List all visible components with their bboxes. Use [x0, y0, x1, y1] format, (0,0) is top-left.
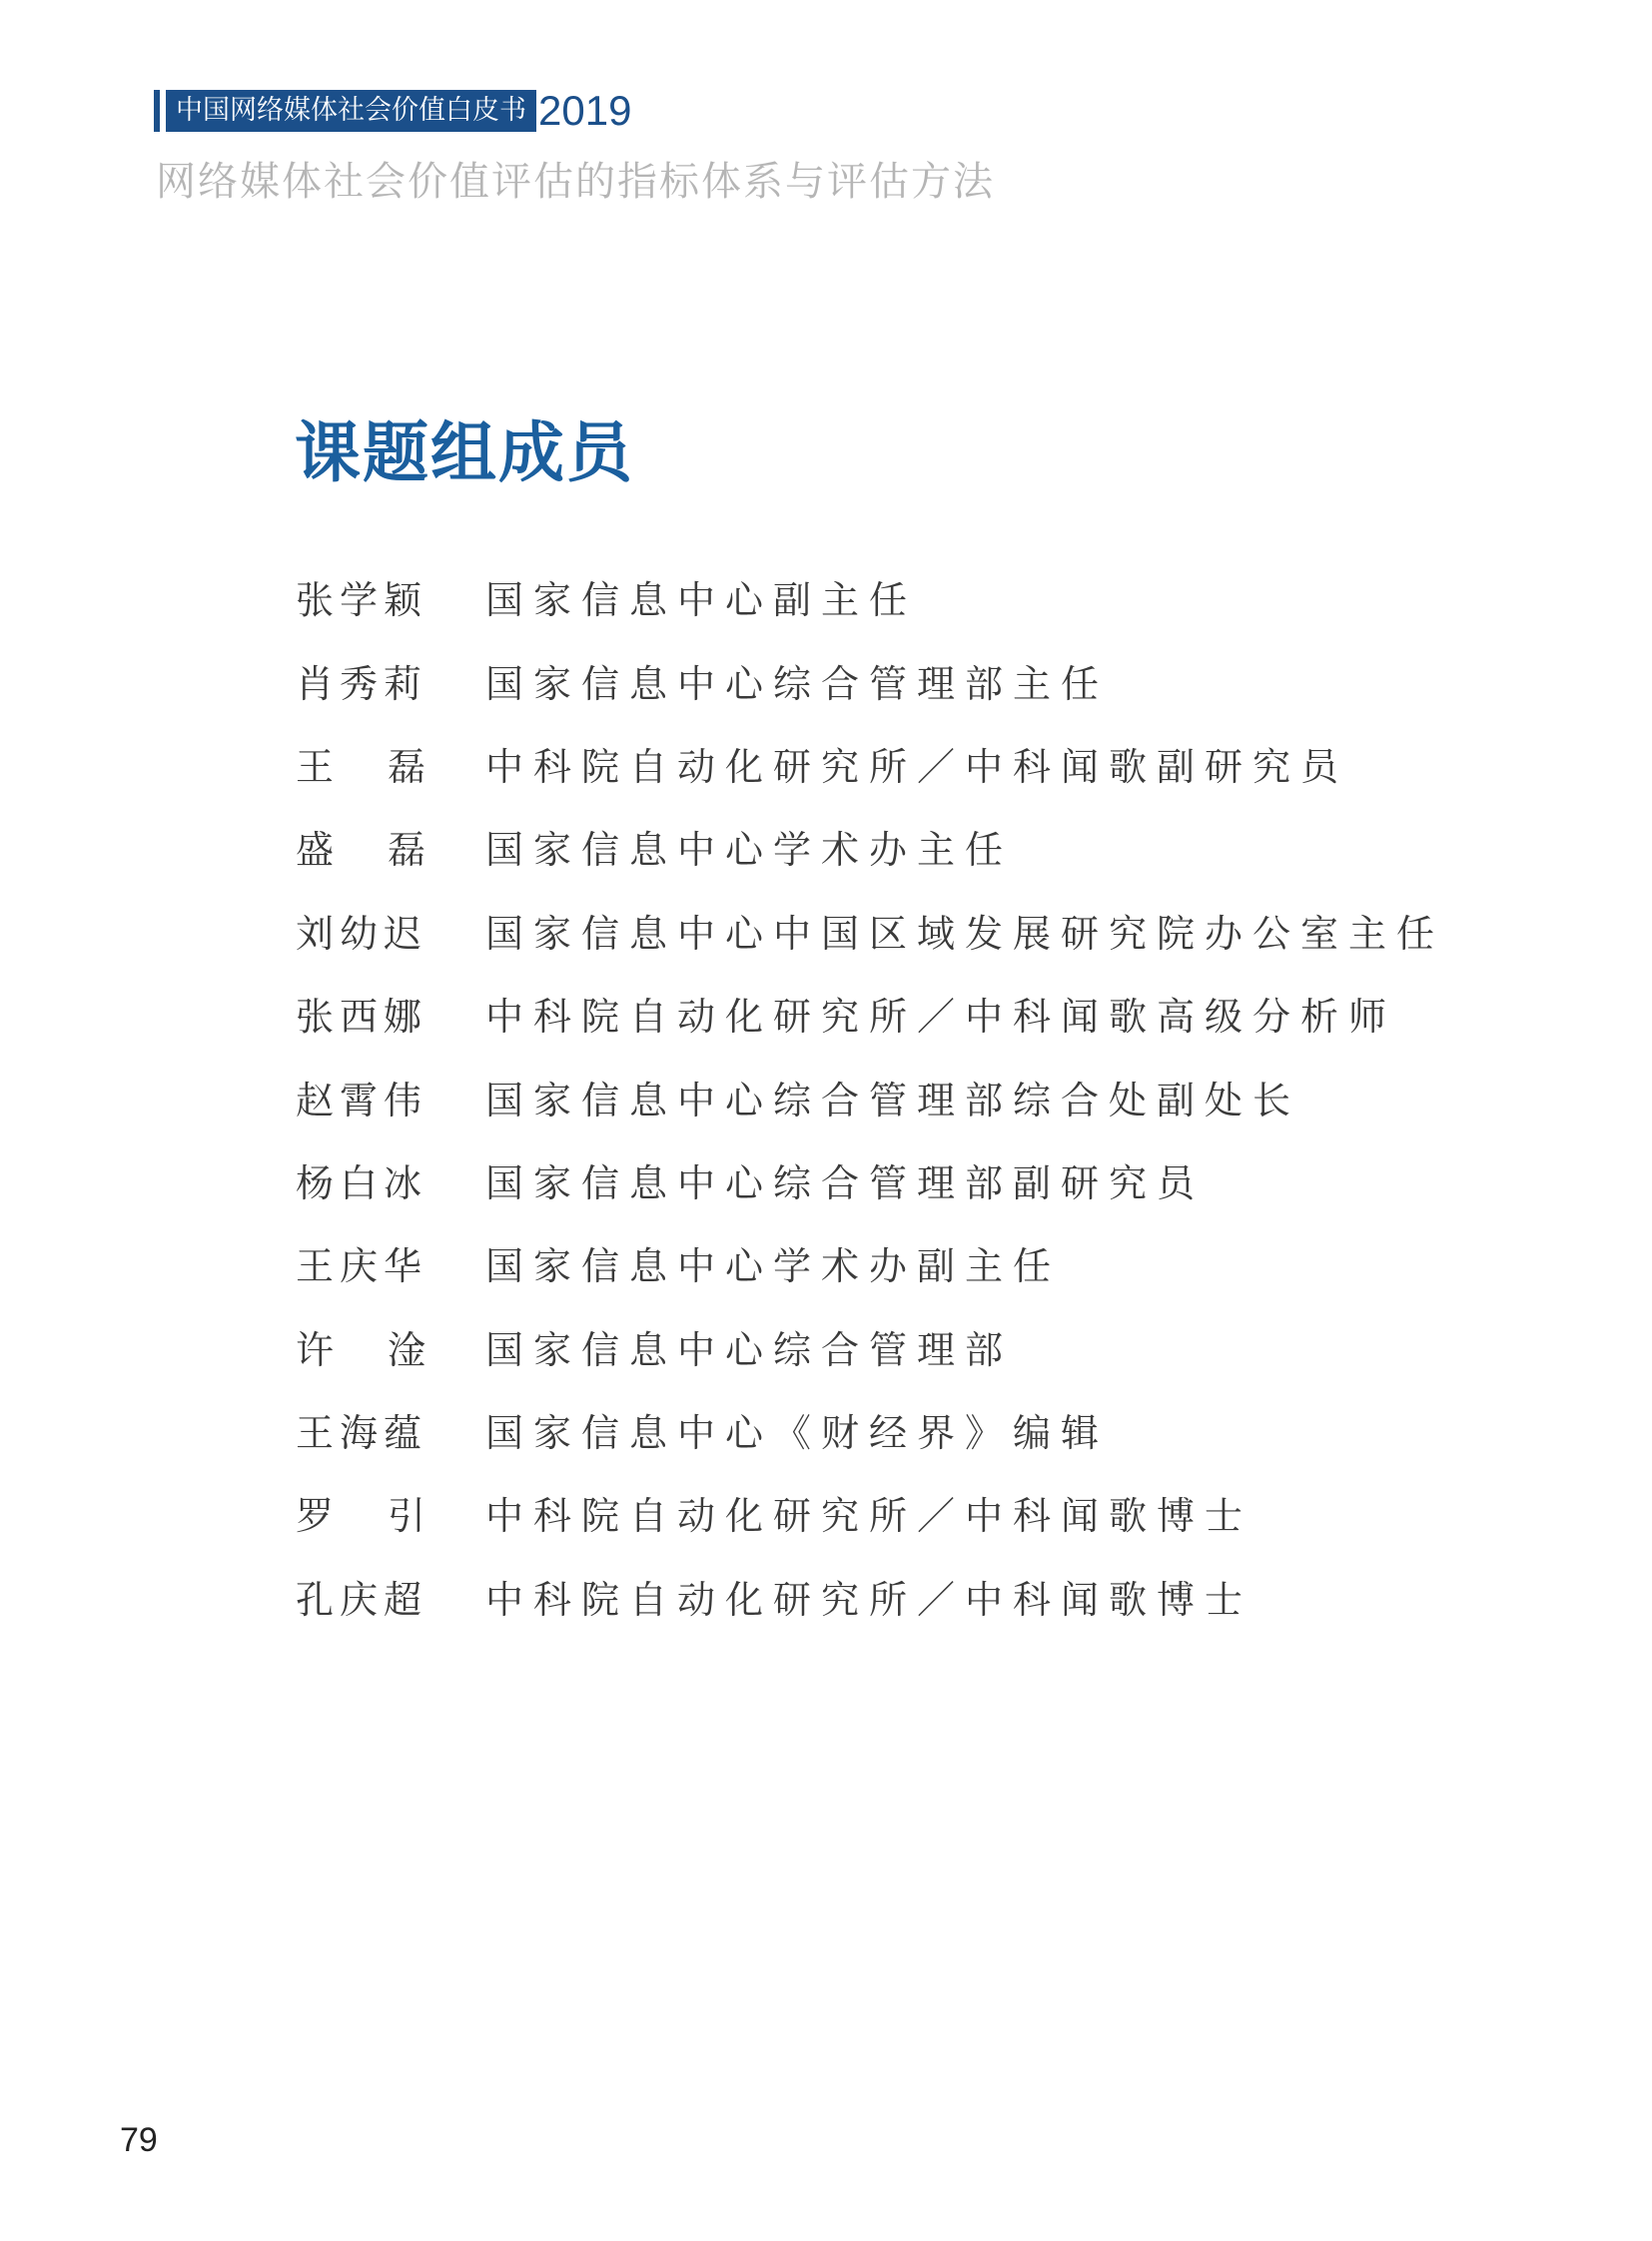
- member-role: 中科院自动化研究所／中科闻歌博士: [485, 1577, 1253, 1622]
- member-name: 孔庆超: [296, 1577, 428, 1622]
- member-row: [296, 889, 1444, 972]
- member-name-part: 盛: [296, 828, 335, 873]
- member-row: [296, 1221, 1444, 1304]
- member-name-part: 淦: [387, 1327, 425, 1372]
- member-row: [296, 1471, 1444, 1554]
- member-role: 国家信息中心综合管理部副研究员: [485, 1160, 1206, 1205]
- member-name: 赵霄伟: [296, 1078, 428, 1122]
- member-role: 国家信息中心中国区域发展研究院办公室主任: [485, 911, 1445, 956]
- member-name: 王海蕴: [296, 1411, 428, 1456]
- member-row: [296, 1388, 1444, 1471]
- member-role: 国家信息中心副主任: [485, 578, 918, 623]
- member-role: 国家信息中心《财经界》编辑: [485, 1411, 1110, 1456]
- member-row: [296, 805, 1444, 888]
- member-row: [296, 972, 1444, 1055]
- member-name: [296, 736, 425, 791]
- member-name-part: 磊: [387, 744, 425, 789]
- member-name: 张学颖: [296, 578, 428, 623]
- member-name-part: 磊: [387, 828, 425, 873]
- member-role: 国家信息中心综合管理部主任: [485, 661, 1110, 706]
- member-name-part: 引: [387, 1494, 425, 1539]
- member-name: [296, 819, 425, 874]
- member-name: 刘幼迟: [296, 911, 428, 956]
- member-row: [296, 1555, 1444, 1638]
- member-row: [296, 1138, 1444, 1221]
- member-row: [296, 638, 1444, 721]
- header-accent-bar: [154, 90, 160, 132]
- member-role: 国家信息中心综合管理部: [485, 1327, 1014, 1372]
- section-title: 课题组成员: [295, 413, 634, 491]
- page-number: 79: [120, 2121, 158, 2159]
- member-name-part: 许: [296, 1327, 335, 1372]
- book-title: 中国网络媒体社会价值白皮书: [166, 90, 536, 132]
- member-row: [296, 555, 1444, 638]
- running-header: [154, 87, 632, 134]
- member-role: 国家信息中心学术办主任: [485, 828, 1014, 873]
- member-name: 张西娜: [296, 995, 428, 1040]
- member-role: 国家信息中心学术办副主任: [485, 1244, 1062, 1289]
- member-row: [296, 1055, 1444, 1137]
- member-name: [296, 1485, 425, 1540]
- member-name-part: 罗: [296, 1494, 335, 1539]
- member-role: 国家信息中心综合管理部综合处副处长: [485, 1078, 1301, 1122]
- member-row: [296, 1305, 1444, 1388]
- member-role: 中科院自动化研究所／中科闻歌高级分析师: [485, 995, 1397, 1040]
- member-role: 中科院自动化研究所／中科闻歌博士: [485, 1494, 1253, 1539]
- member-role: 中科院自动化研究所／中科闻歌副研究员: [485, 744, 1349, 789]
- member-name: 杨白冰: [296, 1160, 428, 1205]
- member-list: [296, 555, 1444, 1638]
- member-name: 王庆华: [296, 1244, 428, 1289]
- chapter-title: 网络媒体社会价值评估的指标体系与评估方法: [156, 159, 995, 205]
- member-name: [296, 1319, 425, 1374]
- member-name: 肖秀莉: [296, 661, 428, 706]
- book-year: 2019: [538, 87, 632, 134]
- member-row: [296, 722, 1444, 805]
- member-name-part: 王: [296, 744, 335, 789]
